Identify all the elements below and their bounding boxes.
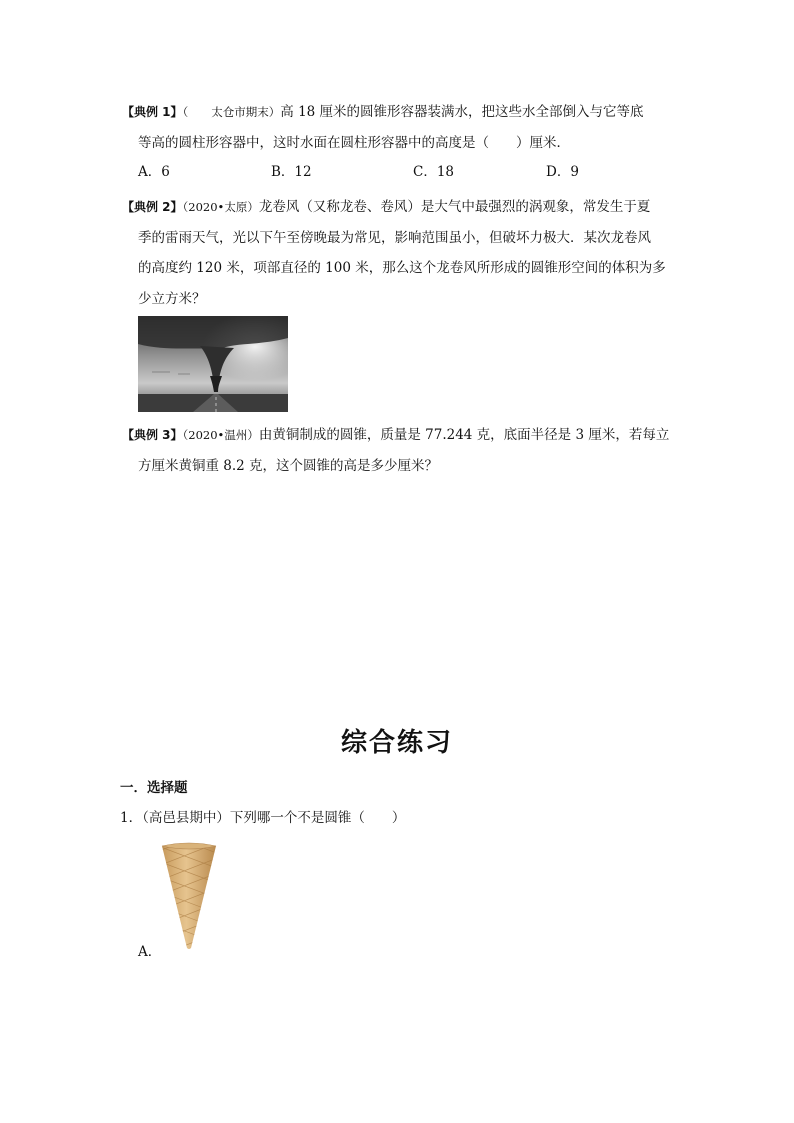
example-3-tag: 【典例 3】 xyxy=(122,428,183,442)
example-3-line-1: 由黄铜制成的圆锥，质量是 77.244 克，底面半径是 3 厘米，若每立 xyxy=(258,427,670,443)
option-c: C．18 xyxy=(413,164,455,180)
option-b: B．12 xyxy=(271,164,312,180)
example-3-line-2: 方厘米黄铜重 8.2 克，这个圆锥的高是多少厘米？ xyxy=(138,457,439,474)
example-2-line-4: 少立方米？ xyxy=(138,290,206,307)
example-2-line-2: 季的雷雨天气，光以下午至傍晚最为常见，影响范围虽小，但破坏力极大．某次龙卷风 xyxy=(138,229,651,246)
section-heading: 一．选择题 xyxy=(120,780,188,796)
example-2-line-3: 的高度约 120 米，项部直径的 100 米，那么这个龙卷风所形成的圆锥形空间的体积为多 xyxy=(138,260,666,276)
example-1 xyxy=(122,97,678,158)
question-1: 1．（高邑县期中）下列哪一个不是圆锥（ ） xyxy=(120,810,406,826)
option-d: D．9 xyxy=(546,164,579,180)
example-3 xyxy=(122,420,678,481)
example-1-source: （ 太仓市期末） xyxy=(182,105,281,119)
section-title: 综合练习 xyxy=(340,728,453,758)
example-3-source: （2020•温州） xyxy=(182,428,259,442)
example-2-tag: 【典例 2】 xyxy=(122,200,183,214)
example-2 xyxy=(122,192,678,314)
tornado-photo-icon xyxy=(138,316,288,412)
question-1-option-a: A． xyxy=(138,944,162,960)
option-a: A．6 xyxy=(138,164,170,180)
example-1-line-2: 等高的圆柱形容器中，这时水面在圆柱形容器中的高度是（ ）厘米． xyxy=(138,134,570,151)
example-1-tag: 【典例 1】 xyxy=(122,105,183,119)
ice-cream-cone-icon xyxy=(160,838,218,950)
example-2-line-1: 龙卷风（又称龙卷、卷风）是大气中最强烈的涡观象，常发生于夏 xyxy=(258,199,651,215)
example-1-line-1: 高 18 厘米的圆锥形容器装满水，把这些水全部倒入与它等底 xyxy=(280,104,644,120)
example-2-source: （2020•太原） xyxy=(182,200,259,214)
